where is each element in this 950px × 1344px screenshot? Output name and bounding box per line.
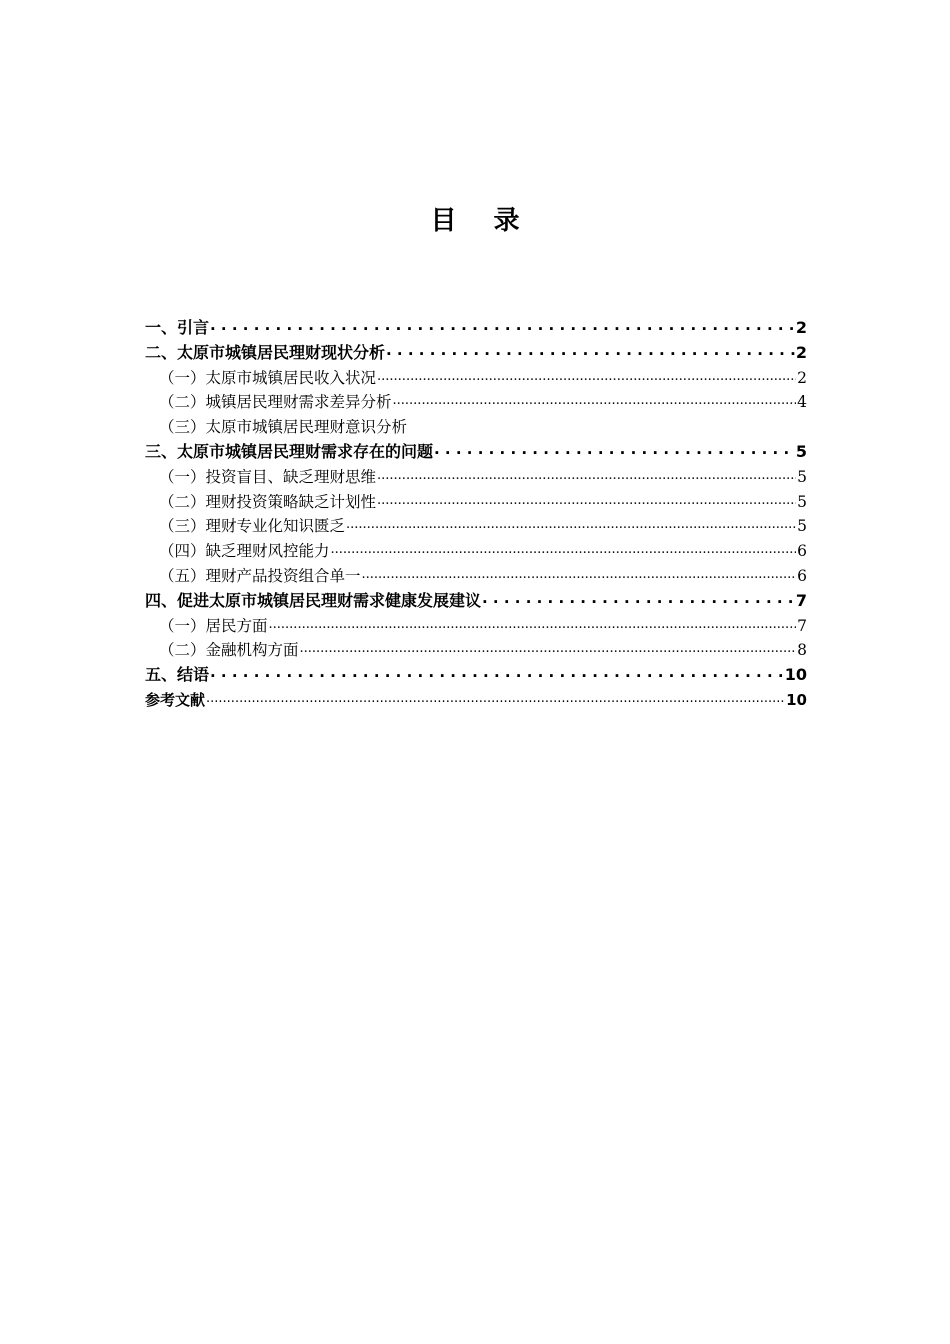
toc-dot-leader <box>377 367 796 383</box>
toc-entry-intro[interactable] <box>145 316 807 341</box>
toc-entry-label: 四、促进太原市城镇居民理财需求健康发展建议 <box>145 590 482 610</box>
toc-entry-page: 7 <box>797 616 807 635</box>
toc-entry-label: （二）金融机构方面 <box>159 641 299 660</box>
toc-entry-awareness[interactable] <box>145 415 807 440</box>
toc-entry-page: 5 <box>797 517 807 536</box>
toc-entry-label: 二、太原市城镇居民理财现状分析 <box>145 342 386 362</box>
toc-entry-page: 2 <box>795 342 807 362</box>
toc-entry-label: （四）缺乏理财风控能力 <box>159 542 330 561</box>
toc-entry-page: 10 <box>784 665 807 685</box>
toc-entry-label: 参考文献 <box>145 690 206 709</box>
toc-entry-page: 7 <box>795 590 807 610</box>
toc-dot-leader <box>386 342 795 358</box>
toc-entry-label: 五、结语 <box>145 665 210 685</box>
toc-entry-no-plan[interactable] <box>145 490 807 515</box>
toc-entry-page: 4 <box>797 393 807 412</box>
toc-title: 目 录 <box>430 206 534 236</box>
toc-entry-page: 6 <box>797 566 807 585</box>
toc-entry-label: 一、引言 <box>145 318 210 337</box>
toc-entry-conclusion[interactable] <box>145 663 807 688</box>
toc-dot-leader <box>482 590 795 606</box>
toc-dot-leader <box>206 690 785 705</box>
toc-dot-leader <box>434 441 795 457</box>
toc-entry-references[interactable] <box>145 688 807 713</box>
toc-dot-leader <box>346 516 796 532</box>
toc-entry-label: （一）太原市城镇居民收入状况 <box>159 368 377 387</box>
toc-entry-risk-control[interactable] <box>145 539 807 564</box>
toc-entry-label: （三）理财专业化知识匮乏 <box>159 517 346 536</box>
toc-entry-knowledge[interactable] <box>145 514 807 539</box>
toc-entry-page: 2 <box>797 368 807 387</box>
toc-entry-label: （二）理财投资策略缺乏计划性 <box>159 492 377 511</box>
toc-entry-page: 2 <box>795 318 807 337</box>
toc-dot-leader <box>331 541 797 557</box>
toc-entry-suggestions[interactable] <box>145 589 807 614</box>
toc-entry-page: 5 <box>795 441 807 461</box>
toc-dot-leader <box>300 640 797 656</box>
toc-entry-blind-investment[interactable] <box>145 465 807 490</box>
toc-entry-label: 三、太原市城镇居民理财需求存在的问题 <box>145 441 434 461</box>
toc-entry-income[interactable] <box>145 366 807 391</box>
toc-dot-leader <box>210 664 784 680</box>
toc-entry-problems[interactable] <box>145 440 807 465</box>
toc-entry-residents[interactable] <box>145 614 807 639</box>
toc-entry-page: 10 <box>786 690 807 709</box>
toc-entry-label: （三）太原市城镇居民理财意识分析 <box>159 418 408 437</box>
toc-entry-page: 5 <box>797 467 807 486</box>
toc-dot-leader <box>269 615 797 631</box>
toc-entry-current-status[interactable] <box>145 341 807 366</box>
toc-entry-label: （一）投资盲目、缺乏理财思维 <box>159 467 377 486</box>
toc-entry-label: （二）城镇居民理财需求差异分析 <box>159 393 392 412</box>
toc-dot-leader <box>377 466 796 482</box>
toc-entry-page: 8 <box>797 641 807 660</box>
toc-dot-leader <box>362 565 797 581</box>
toc-entry-demand-difference[interactable] <box>145 390 807 415</box>
toc-entry-label: （一）居民方面 <box>159 616 268 635</box>
toc-entry-portfolio[interactable] <box>145 564 807 589</box>
toc-entry-label: （五）理财产品投资组合单一 <box>159 566 361 585</box>
toc-dot-leader <box>393 392 797 408</box>
toc-entry-page: 5 <box>797 492 807 511</box>
toc-dot-leader <box>377 491 796 507</box>
table-of-contents <box>145 316 807 713</box>
toc-entry-institutions[interactable] <box>145 638 807 663</box>
toc-dot-leader <box>210 317 795 333</box>
toc-entry-page: 6 <box>797 542 807 561</box>
